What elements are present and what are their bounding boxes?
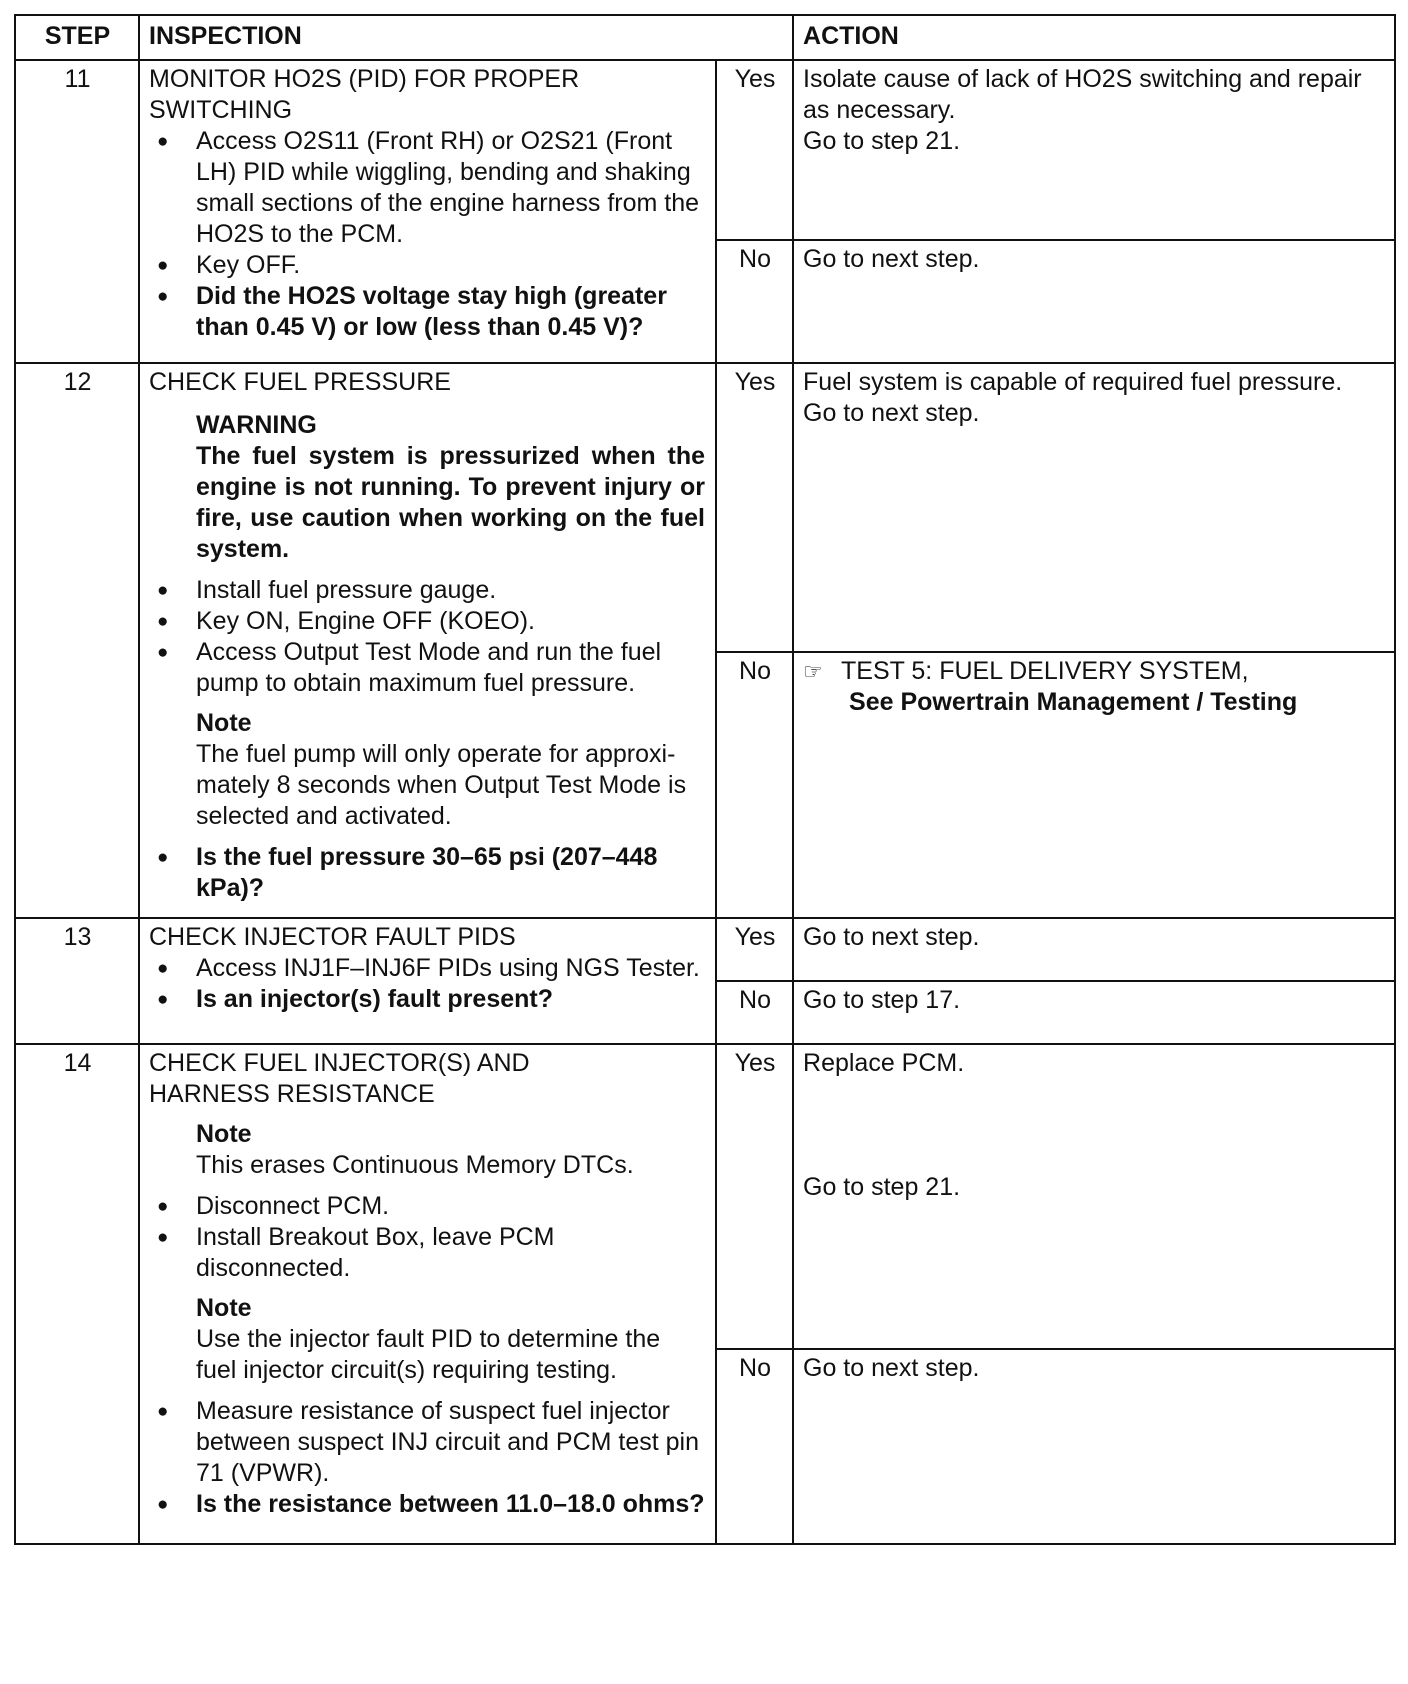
step-11-yes-label: Yes [716,60,793,240]
step-13-inspection [139,918,716,1044]
step-11-yes-action [793,60,1395,240]
step-14-yes-action [793,1044,1395,1349]
step-11-bullet-2: ● Key OFF. [157,251,301,279]
step-13-title: CHECK INJECTOR FAULT PIDS [149,923,516,951]
bullet-icon: ● [157,1196,169,1217]
step-12-no-label: No [716,652,793,918]
step-column-header: STEP [15,15,139,60]
step-14-bullet-2: ● Install Breakout Box, leave PCM disconnected. [157,1223,555,1282]
step-13-bullet-2: ● Is an injector(s) fault present? [157,985,554,1013]
step-14-bullet-1: ● Disconnect PCM. [157,1192,390,1220]
step-11-yes-goto: Go to step 21. [803,127,961,155]
step-12-inspection [139,363,716,918]
bullet-icon: ● [157,255,169,276]
step-14-bullet-4: ● Is the resistance between 11.0–18.0 ohms? [157,1490,705,1518]
step-14-number: 14 [15,1044,139,1544]
step-14-title-line2: HARNESS RESISTANCE [149,1080,435,1108]
action-column-header: ACTION [793,15,1395,60]
warning-title: WARNING [196,411,317,439]
step-12-no-action [793,652,1395,918]
step-12-yes-action [793,363,1395,652]
step-14-yes-action-text: Replace PCM. [803,1049,965,1077]
step-12-note-title: Note [196,709,252,737]
step-12-bullet-3: ● Access Output Test Mode and run the fuel pump to obtain maximum fuel pressure. [157,638,662,697]
step-12-yes-row [15,363,1395,652]
bullet-icon: ● [157,1401,169,1422]
bullet-icon: ● [157,1494,169,1515]
step-11-title-line1: MONITOR HO2S (PID) FOR PROPER [149,65,580,93]
header-row [15,15,1395,60]
step-14-note-1-text: This erases Continuous Memory DTCs. [196,1151,634,1179]
step-11-title-line2: SWITCHING [149,96,293,124]
step-13-no-label: No [716,981,793,1044]
step-14-yes-goto: Go to step 21. [803,1173,961,1201]
step-14-note-2-title: Note [196,1294,252,1322]
step-11-no-action: Go to next step. [793,240,1395,363]
step-14-no-action: Go to next step. [793,1349,1395,1544]
step-12-yes-label: Yes [716,363,793,652]
warning-text: The fuel system is pressurized when the engine is not running. To prevent injury or fire, use caution when working on the fuel system. [196,442,705,563]
bullet-icon: ● [157,611,169,632]
step-14-yes-label: Yes [716,1044,793,1349]
step-14-note-1-title: Note [196,1120,252,1148]
diagnostic-procedure-table [14,14,1396,1545]
step-12-title: CHECK FUEL PRESSURE [149,368,451,396]
bullet-icon: ● [157,847,169,868]
step-13-no-action: Go to step 17. [793,981,1395,1044]
bullet-icon: ● [157,286,169,307]
step-13-yes-action: Go to next step. [793,918,1395,981]
step-12-no-reference-sub: See Powertrain Management / Testing [849,688,1298,716]
bullet-icon: ● [157,131,169,152]
step-11-inspection [139,60,716,363]
step-13-number: 13 [15,918,139,1044]
inspection-column-header: INSPECTION [139,15,793,60]
bullet-icon: ● [157,642,169,663]
step-12-bullet-2: ● Key ON, Engine OFF (KOEO). [157,607,535,635]
step-11-number: 11 [15,60,139,363]
step-12-no-reference: TEST 5: FUEL DELIVERY SYSTEM, [841,657,1249,685]
step-13-bullet-1: ● Access INJ1F–INJ6F PIDs using NGS Tester. [157,954,700,982]
step-14-no-label: No [716,1349,793,1544]
step-12-yes-goto: Go to next step. [803,399,980,427]
step-14-yes-row [15,1044,1395,1349]
step-13-yes-row [15,918,1395,981]
bullet-icon: ● [157,958,169,979]
step-11-bullet-1: ● Access O2S11 (Front RH) or O2S21 (Front LH) PID while wiggling, bending and shaking small sections of the engine harness from the HO2S to the PCM. [157,127,700,248]
step-11-bullet-3: ● Did the HO2S voltage stay high (greater than 0.45 V) or low (less than 0.45 V)? [157,282,667,341]
step-12-yes-action-text: Fuel system is capable of required fuel pressure. [803,368,1343,396]
step-12-bullet-4: ● Is the fuel pressure 30–65 psi (207–448 kPa)? [157,843,658,902]
step-14-note-2-text: Use the injector fault PID to determine the fuel injector circuit(s) requiring testing. [196,1325,661,1384]
step-14-title-line1: CHECK FUEL INJECTOR(S) AND [149,1049,530,1077]
step-11-yes-row [15,60,1395,240]
step-11-yes-action-text: Isolate cause of lack of HO2S switching and repair as necessary. [803,65,1362,124]
bullet-icon: ● [157,989,169,1010]
step-14-inspection [139,1044,716,1544]
bullet-icon: ● [157,1227,169,1248]
step-12-number: 12 [15,363,139,918]
step-11-no-label: No [716,240,793,363]
step-12-bullet-1: ● Install fuel pressure gauge. [157,576,497,604]
pointing-hand-icon: ☞ [803,659,823,684]
step-13-yes-label: Yes [716,918,793,981]
step-14-bullet-3: ● Measure resistance of suspect fuel injector between suspect INJ circuit and PCM test pin 71 (VPWR). [157,1397,700,1487]
bullet-icon: ● [157,580,169,601]
step-12-note-text: The fuel pump will only operate for approxi-mately 8 seconds when Output Test Mode is selected and activated. [196,740,687,830]
